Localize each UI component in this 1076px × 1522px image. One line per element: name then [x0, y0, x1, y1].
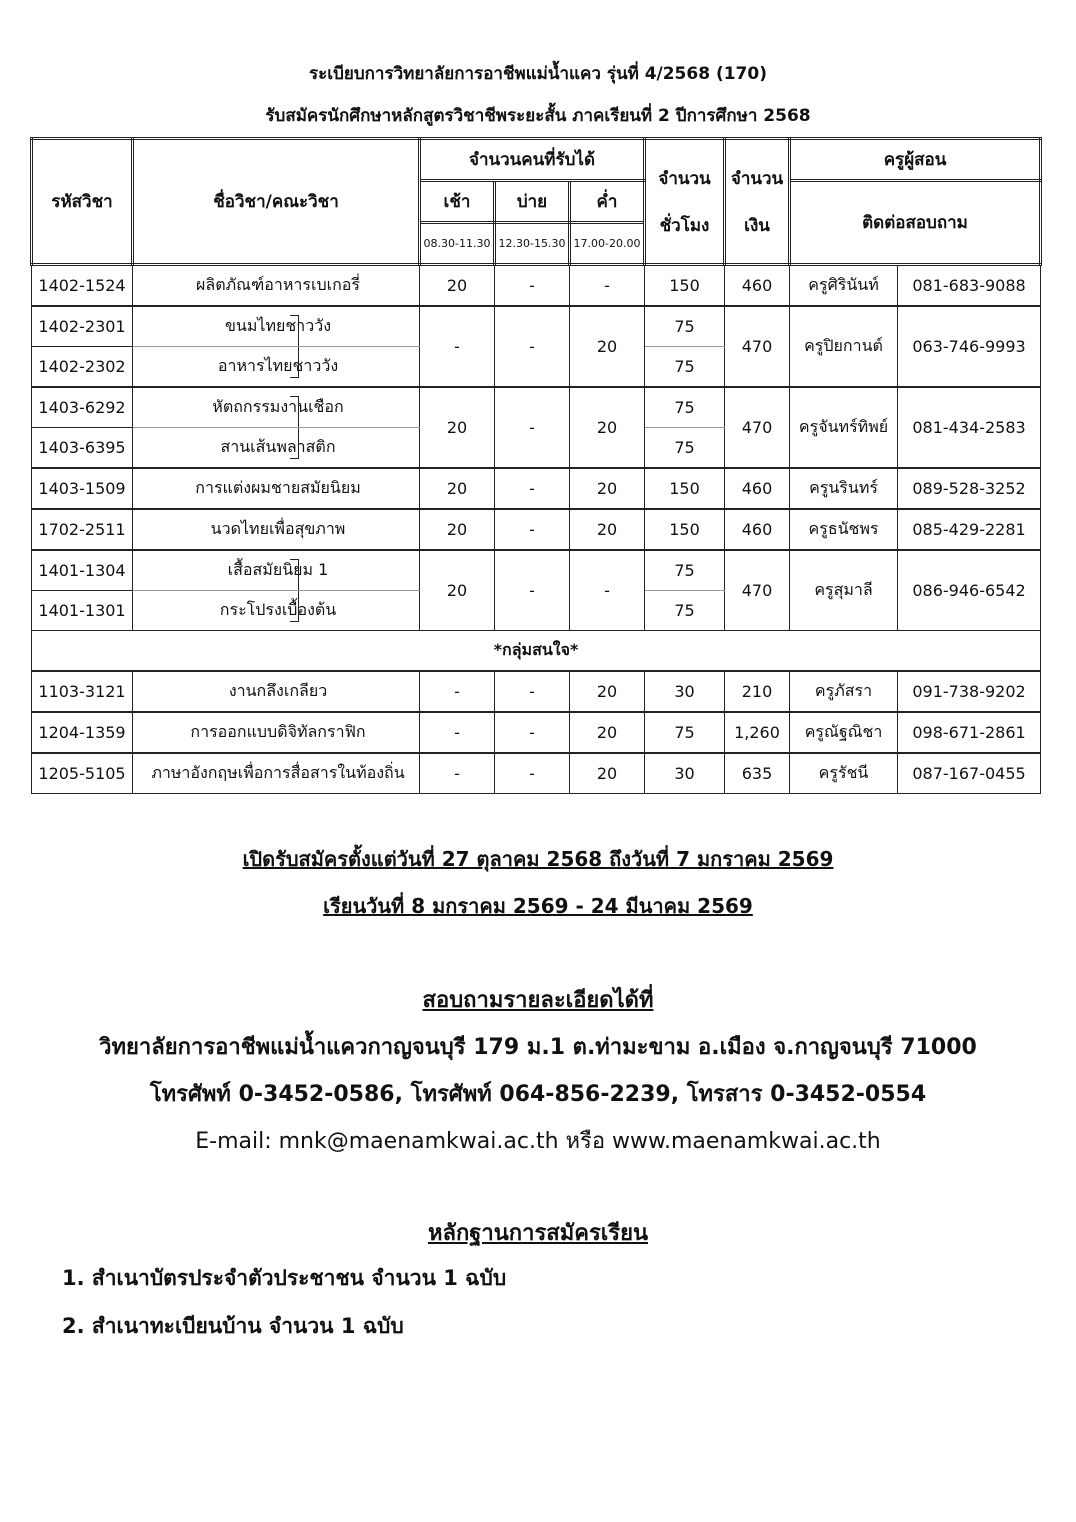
evening-capacity: 20	[570, 509, 645, 550]
contact-phone: 098-671-2861	[898, 712, 1041, 753]
contact-phone: 089-528-3252	[898, 468, 1041, 509]
course-hours: 75	[645, 712, 725, 753]
course-code: 1204-1359	[32, 712, 133, 753]
contact-phone: 086-946-6542	[898, 550, 1041, 631]
course-name: นวดไทยเพื่อสุขภาพ	[133, 509, 420, 550]
course-code: 1403-1509	[32, 468, 133, 509]
afternoon-capacity: -	[495, 550, 570, 631]
group-bracket	[290, 347, 299, 378]
table-row	[32, 265, 1041, 307]
contact-address: วิทยาลัยการอาชีพแม่น้ำแควกาญจนบุรี 179 ม.1 ต.ท่ามะขาม อ.เมือง จ.กาญจนบุรี 71000	[99, 1035, 977, 1060]
contact-phone: 063-746-9993	[898, 306, 1041, 387]
afternoon-capacity: -	[495, 671, 570, 712]
course-hours: 30	[645, 671, 725, 712]
document-item: 1. สำเนาบัตรประจำตัวประชาชน จำนวน 1 ฉบับ	[62, 1266, 507, 1290]
teacher-name: ครูปิยกานต์	[790, 306, 898, 387]
table-row	[32, 509, 1041, 550]
course-code: 1103-3121	[32, 671, 133, 712]
header-contact: ติดต่อสอบถาม	[790, 181, 1041, 265]
evening-capacity: 20	[570, 306, 645, 387]
course-fee: 210	[725, 671, 790, 712]
afternoon-capacity: -	[495, 753, 570, 794]
morning-capacity: 20	[420, 468, 495, 509]
table-row	[32, 671, 1041, 712]
course-name: เสื้อสมัยนิยม 1	[133, 550, 420, 591]
course-code: 1402-2302	[32, 347, 133, 388]
evening-capacity: 20	[570, 753, 645, 794]
afternoon-capacity: -	[495, 387, 570, 468]
header-morning: เช้า	[420, 181, 495, 223]
course-fee: 460	[725, 468, 790, 509]
teacher-name: ครูนรินทร์	[790, 468, 898, 509]
course-name: หัตถกรรมงานเชือก	[133, 387, 420, 428]
teacher-name: ครูศิรินันท์	[790, 265, 898, 307]
course-hours: 30	[645, 753, 725, 794]
header-evening-time: 17.00-20.00	[570, 223, 645, 265]
interest-group-label: *กลุ่มสนใจ*	[32, 631, 1041, 672]
course-name: อาหารไทยชาววัง	[133, 347, 420, 388]
header-code: รหัสวิชา	[32, 139, 133, 265]
morning-capacity: -	[420, 712, 495, 753]
contact-phone: 091-738-9202	[898, 671, 1041, 712]
interest-group-row	[32, 631, 1041, 672]
morning-capacity: 20	[420, 509, 495, 550]
course-code: 1402-2301	[32, 306, 133, 347]
course-hours: 75	[645, 387, 725, 428]
course-hours: 150	[645, 509, 725, 550]
course-code: 1702-2511	[32, 509, 133, 550]
evening-capacity: 20	[570, 387, 645, 468]
course-hours: 75	[645, 550, 725, 591]
documents-heading: หลักฐานการสมัครเรียน	[427, 1221, 649, 1246]
evening-capacity: 20	[570, 712, 645, 753]
course-name: การแต่งผมชายสมัยนิยม	[133, 468, 420, 509]
title-line-1: ระเบียบการวิทยาลัยการอาชีพแม่น้ำแคว รุ่นที่ 4/2568 (170)	[309, 64, 767, 84]
evening-capacity: -	[570, 550, 645, 631]
course-code: 1401-1304	[32, 550, 133, 591]
course-code: 1205-5105	[32, 753, 133, 794]
course-name: การออกแบบดิจิทัลกราฟิก	[133, 712, 420, 753]
contact-phone: 087-167-0455	[898, 753, 1041, 794]
header-morning-time: 08.30-11.30	[420, 223, 495, 265]
table-row	[32, 712, 1041, 753]
course-code: 1402-1524	[32, 265, 133, 307]
course-name: สานเส้นพลาสติก	[133, 428, 420, 469]
teacher-name: ครูจันทร์ทิพย์	[790, 387, 898, 468]
course-code: 1403-6395	[32, 428, 133, 469]
group-bracket	[290, 396, 299, 427]
contact-phone: 081-683-9088	[898, 265, 1041, 307]
course-fee: 470	[725, 306, 790, 387]
contact-heading: สอบถามรายละเอียดได้ที่	[422, 988, 654, 1013]
course-fee: 460	[725, 265, 790, 307]
header-hours: จำนวน ชั่วโมง	[645, 139, 725, 265]
table-row	[32, 753, 1041, 794]
group-bracket	[290, 591, 299, 622]
teacher-name: ครูรัชนี	[790, 753, 898, 794]
afternoon-capacity: -	[495, 468, 570, 509]
course-name: ภาษาอังกฤษเพื่อการสื่อสารในท้องถิ่น	[133, 753, 420, 794]
group-bracket	[290, 559, 299, 590]
course-hours: 75	[645, 428, 725, 469]
morning-capacity: 20	[420, 265, 495, 307]
morning-capacity: -	[420, 671, 495, 712]
course-hours: 75	[645, 306, 725, 347]
contact-email: E-mail: mnk@maenamkwai.ac.th หรือ www.maenamkwai.ac.th	[195, 1129, 881, 1154]
header-afternoon-time: 12.30-15.30	[495, 223, 570, 265]
teacher-name: ครูณัฐณิชา	[790, 712, 898, 753]
course-name: ขนมไทยชาววัง	[133, 306, 420, 347]
evening-capacity: -	[570, 265, 645, 307]
morning-capacity: 20	[420, 550, 495, 631]
table-row	[32, 306, 1041, 347]
group-bracket	[290, 428, 299, 459]
contact-phone: 081-434-2583	[898, 387, 1041, 468]
header-name: ชื่อวิชา/คณะวิชา	[133, 139, 420, 265]
afternoon-capacity: -	[495, 306, 570, 387]
course-name: ผลิตภัณฑ์อาหารเบเกอรี่	[133, 265, 420, 307]
header-fee: จำนวน เงิน	[725, 139, 790, 265]
course-fee: 1,260	[725, 712, 790, 753]
study-period: เรียนวันที่ 8 มกราคม 2569 - 24 มีนาคม 2569	[323, 894, 753, 918]
course-hours: 75	[645, 347, 725, 388]
afternoon-capacity: -	[495, 509, 570, 550]
contact-phones: โทรศัพท์ 0-3452-0586, โทรศัพท์ 064-856-2239, โทรสาร 0-3452-0554	[149, 1082, 927, 1107]
course-fee: 470	[725, 550, 790, 631]
course-code: 1401-1301	[32, 591, 133, 631]
group-bracket	[290, 315, 299, 346]
teacher-name: ครูสุมาลี	[790, 550, 898, 631]
header-capacity: จำนวนคนที่รับได้	[420, 139, 645, 181]
evening-capacity: 20	[570, 671, 645, 712]
morning-capacity: 20	[420, 387, 495, 468]
teacher-name: ครูธนัชพร	[790, 509, 898, 550]
course-hours: 75	[645, 591, 725, 631]
morning-capacity: -	[420, 753, 495, 794]
course-name: งานกลึงเกลียว	[133, 671, 420, 712]
teacher-name: ครูภัสรา	[790, 671, 898, 712]
table-row	[32, 468, 1041, 509]
afternoon-capacity: -	[495, 712, 570, 753]
header-evening: ค่ำ	[570, 181, 645, 223]
evening-capacity: 20	[570, 468, 645, 509]
header-afternoon: บ่าย	[495, 181, 570, 223]
course-name: กระโปรงเบื้องต้น	[133, 591, 420, 631]
contact-phone: 085-429-2281	[898, 509, 1041, 550]
course-fee: 470	[725, 387, 790, 468]
registration-period: เปิดรับสมัครตั้งแต่วันที่ 27 ตุลาคม 2568 ถึงวันที่ 7 มกราคม 2569	[242, 847, 834, 871]
header-teacher: ครูผู้สอน	[790, 139, 1041, 181]
course-hours: 150	[645, 468, 725, 509]
course-hours: 150	[645, 265, 725, 307]
morning-capacity: -	[420, 306, 495, 387]
afternoon-capacity: -	[495, 265, 570, 307]
course-fee: 635	[725, 753, 790, 794]
course-code: 1403-6292	[32, 387, 133, 428]
document-item: 2. สำเนาทะเบียนบ้าน จำนวน 1 ฉบับ	[62, 1314, 404, 1338]
title-line-2: รับสมัครนักศึกษาหลักสูตรวิชาชีพระยะสั้น ภาคเรียนที่ 2 ปีการศึกษา 2568	[265, 106, 811, 126]
table-row	[32, 387, 1041, 428]
table-row	[32, 550, 1041, 591]
course-fee: 460	[725, 509, 790, 550]
course-table	[30, 137, 1042, 794]
